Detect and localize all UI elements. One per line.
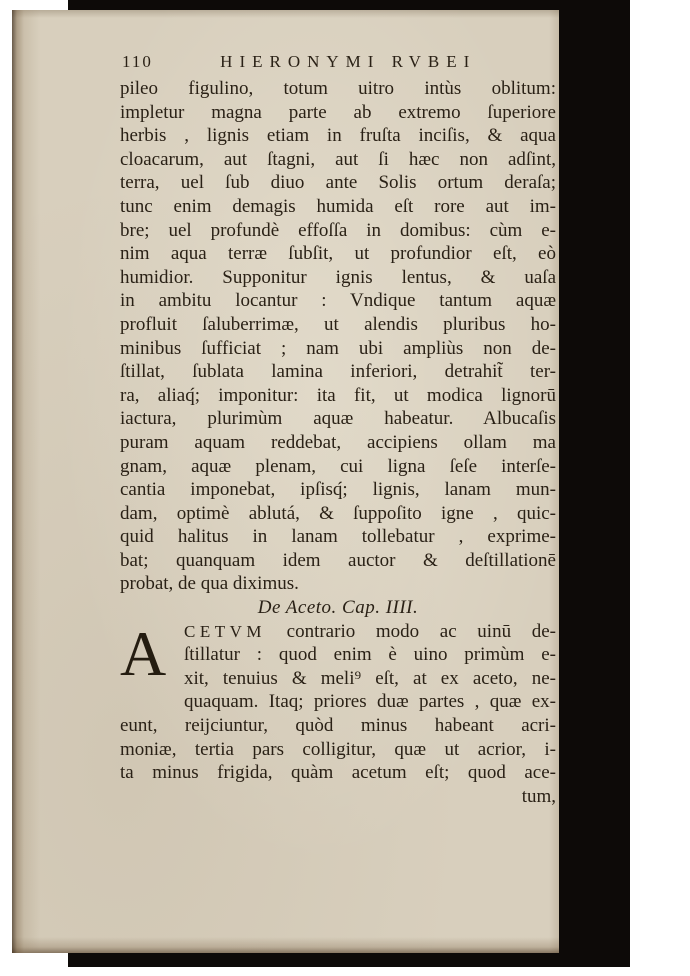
text-line: quid halitus in lanam tollebatur , exprime-	[120, 526, 556, 548]
catchword: tum,	[521, 785, 556, 807]
text-line: cloacarum, aut ſtagni, aut ſi hæc non adſint,	[120, 148, 556, 170]
text-line: pileo figulino, totum uitro intùs oblitum:	[120, 78, 556, 99]
text-line: ta minus frigida, quàm acetum eſt; quod ace-	[120, 762, 556, 784]
text-line: puram aquam reddebat, accipiens ollam ma	[120, 431, 556, 453]
chapter-heading: De Aceto. Cap. IIII.	[257, 597, 419, 619]
opening-word: CETVM	[184, 621, 266, 641]
text-line: in ambitu locantur : Vndique tantum aquæ	[120, 290, 556, 312]
text-line: impletur magna parte ab extremo ſuperiore	[120, 101, 556, 123]
text-line: moniæ, tertia pars colligitur, quæ ut acrior, i-	[120, 738, 556, 760]
text-line: xit, tenuius & meli⁹ eſt, at ex aceto, ne-	[184, 667, 556, 689]
chapter-opening-paragraph	[120, 617, 556, 785]
text-line: bre; uel profundè effoſſa in domibus: cùm e-	[120, 219, 556, 241]
text-line	[120, 620, 556, 644]
text-line: probat, de qua diximus.	[120, 573, 299, 595]
drop-cap: A	[120, 617, 167, 689]
running-title: HIERONYMI RVBEI	[220, 52, 477, 71]
text-line: ra, aliaq́; imponitur: ita fit, ut modica lignorū	[120, 384, 556, 406]
text-line: ſtillatur : quod enim è uino primùm e-	[184, 644, 556, 666]
text-line: humidior. Supponitur ignis lentus, & uaſa	[120, 266, 556, 288]
text-line: nim aqua terræ ſubſit, ut profundior eſt, eò	[120, 243, 556, 265]
text-line: terra, uel ſub diuo ante Solis ortum deraſa;	[120, 172, 556, 194]
text-line: cantia imponebat, ipſisq́; lignis, lanam mun-	[120, 479, 556, 501]
text-line: tunc enim demagis humida eſt rore aut im-	[120, 195, 556, 217]
text-line: herbis , lignis etiam in fruſta inciſis, & aqua	[120, 125, 556, 147]
text-line: gnam, aquæ plenam, cui ligna ſeſe interſe-	[120, 455, 556, 477]
text-block	[120, 77, 556, 808]
page-number: 110	[122, 52, 153, 71]
book-page	[12, 10, 559, 953]
opening-line-rest: contrario modo ac uinū de-	[266, 620, 556, 642]
text-line: bat; quanquam idem auctor & deſtillationē	[120, 549, 556, 571]
text-line: dam, optimè ablutá, & ſuppoſito igne , quic-	[120, 502, 556, 524]
page-header	[120, 52, 556, 76]
text-line: minibus ſufficiat ; nam ubi ampliùs non de-	[120, 337, 556, 359]
text-line: ſtillat, ſublata lamina inferiori, detrahit̃ ter-	[120, 361, 556, 383]
text-line: eunt, reijciuntur, quòd minus habeant acri-	[120, 715, 556, 737]
text-line: quaquam. Itaq; priores duæ partes , quæ ex-	[184, 691, 556, 713]
text-line: iactura, plurimùm aquæ habeatur. Albucaſis	[120, 408, 556, 430]
text-line: profluit ſaluberrimæ, ut alendis pluribus ho-	[120, 313, 556, 335]
